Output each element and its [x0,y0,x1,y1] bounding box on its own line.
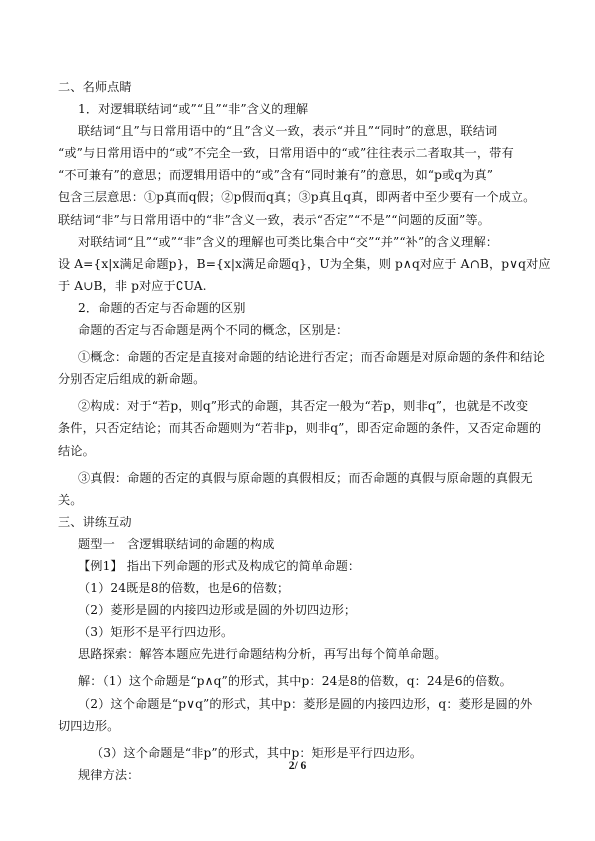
text-line: （3）矩形不是平行四边形。 [78,625,234,640]
text-line: ③真假：命题的否定的真假与原命题的真假相反；而否命题的真假与原命题的真假无 [78,470,533,485]
text-line: （1）24既是8的倍数，也是6的倍数； [78,581,290,596]
text-line: 解：（1）这个命题是“p∧q”的形式，其中p：24是8的倍数，q：24是6的倍数。 [78,674,512,689]
text-line: 切四边形。 [58,718,120,733]
text-line: 包含三层意思：①p真而q假；②p假而q真；③p真且q真，即两者中至少要有一个成立。 [58,190,536,205]
page-number: 2/ 6 [288,760,307,772]
text-line: （2）这个命题是“p∨q”的形式，其中p：菱形是圆的内接四边形，q：菱形是圆的外 [78,696,533,711]
text-line: （3）这个命题是“非p”的形式，其中p：矩形是平行四边形。 [91,745,423,760]
text-line: 2．命题的否定与否命题的区别 [78,300,246,315]
text-line: 于 A∪B，非 p对应于∁UA. [58,278,207,293]
text-line: 对联结词“且”“或”“非”含义的理解也可类比集合中“交”“并”“补”的含义理解： [78,234,499,249]
document-body [58,76,551,786]
text-line: “或”与日常用语中的“或”不完全一致，日常用语中的“或”往往表示二者取其一，带有 [58,146,514,161]
text-line: 思路探索：解答本题应先进行命题结构分析，再写出每个简单命题。 [78,647,447,662]
text-line: 设 A={x|x满足命题p}，B={x|x满足命题q}，U为全集，则 p∧q对应于 A∩B，p∨q对应 [58,256,551,271]
text-line: 二、名师点睛 [58,80,132,94]
text-line: ②构成：对于“若p，则q”形式的命题，其否定一般为“若p，则非q”，也就是不改变 [78,399,529,414]
text-line: （2）菱形是圆的内接四边形或是圆的外切四边形； [78,603,357,618]
text-line: ①概念：命题的否定是直接对命题的结论进行否定；而否命题是对原命题的条件和结论 [78,350,545,365]
text-line: 联结词“非”与日常用语中的“非”含义一致，表示“否定”“不是”“问题的反面”等。 [58,212,490,227]
text-line: “不可兼有”的意思；而逻辑用语中的“或”含有“同时兼有”的意思，如“p或q为真” [58,168,494,183]
text-line: 【例1】 指出下列命题的形式及构成它的简单命题： [78,558,361,573]
text-line: 规律方法： [78,767,140,782]
text-line: 命题的否定与否命题是两个不同的概念，区别是： [78,323,349,338]
text-line: 关。 [58,492,83,507]
text-line: 结论。 [58,443,95,458]
text-line: 联结词“且”与日常用语中的“且”含义一致，表示“并且”“同时”的意思，联结词 [78,124,498,139]
text-line: 分别否定后组成的新命题。 [58,372,206,387]
text-line: 题型一 含逻辑联结词的命题的构成 [78,536,275,551]
text-line: 三、讲练互动 [58,514,132,529]
text-line: 条件，只否定结论；而其否命题则为“若非p，则非q”，即否定命题的条件，又否定命题的 [58,421,542,436]
text-line: 1．对逻辑联结词“或”“且”“非”含义的理解 [78,102,309,117]
